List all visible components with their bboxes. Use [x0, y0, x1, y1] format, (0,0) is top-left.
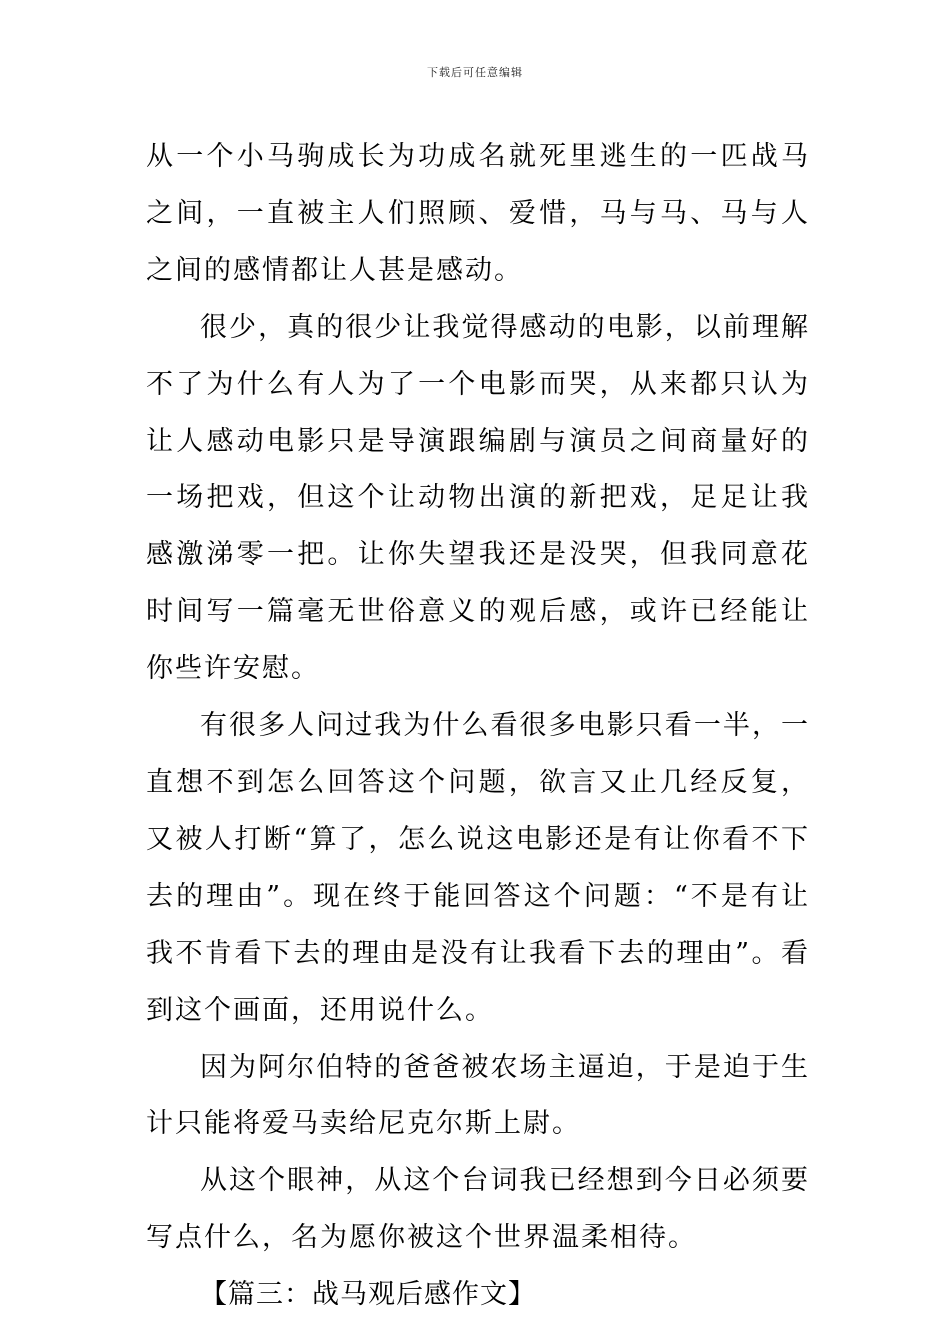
paragraph-1: 从一个小马驹成长为功成名就死里逃生的一匹战马之间，一直被主人们照顾、爱惜，马与马、马与人之间的感情都让人甚是感动。 — [146, 141, 810, 286]
paragraph-2: 很少，真的很少让我觉得感动的电影，以前理解不了为什么有人为了一个电影而哭，从来都只认为让人感动电影只是导演跟编剧与演员之间商量好的一场把戏，但这个让动物出演的新把戏，足足让我感激涕零一把。让你失望我还是没哭，但我同意花时间写一篇毫无世俗意义的观后感，或许已经能让你些许安慰。 — [146, 311, 810, 685]
paragraph-5: 从这个眼神，从这个台词我已经想到今日必须要写点什么，名为愿你被这个世界温柔相待。 — [146, 1165, 810, 1254]
section-title: 【篇三：战马观后感作文】 — [200, 1279, 536, 1311]
page-header: 下载后可任意编辑 — [427, 66, 523, 79]
paragraph-3: 有很多人问过我为什么看很多电影只看一半，一直想不到怎么回答这个问题，欲言又止几经反复，又被人打断“算了，怎么说这电影还是有让你看不下去的理由”。现在终于能回答这个问题：“不是有让我不肯看下去的理由是没有让我看下去的理由”。看到这个画面，还用说什么。 — [146, 710, 810, 1026]
document-body — [146, 129, 810, 1324]
paragraph-4: 因为阿尔伯特的爸爸被农场主逼迫，于是迫于生计只能将爱马卖给尼克尔斯上尉。 — [146, 1051, 810, 1140]
